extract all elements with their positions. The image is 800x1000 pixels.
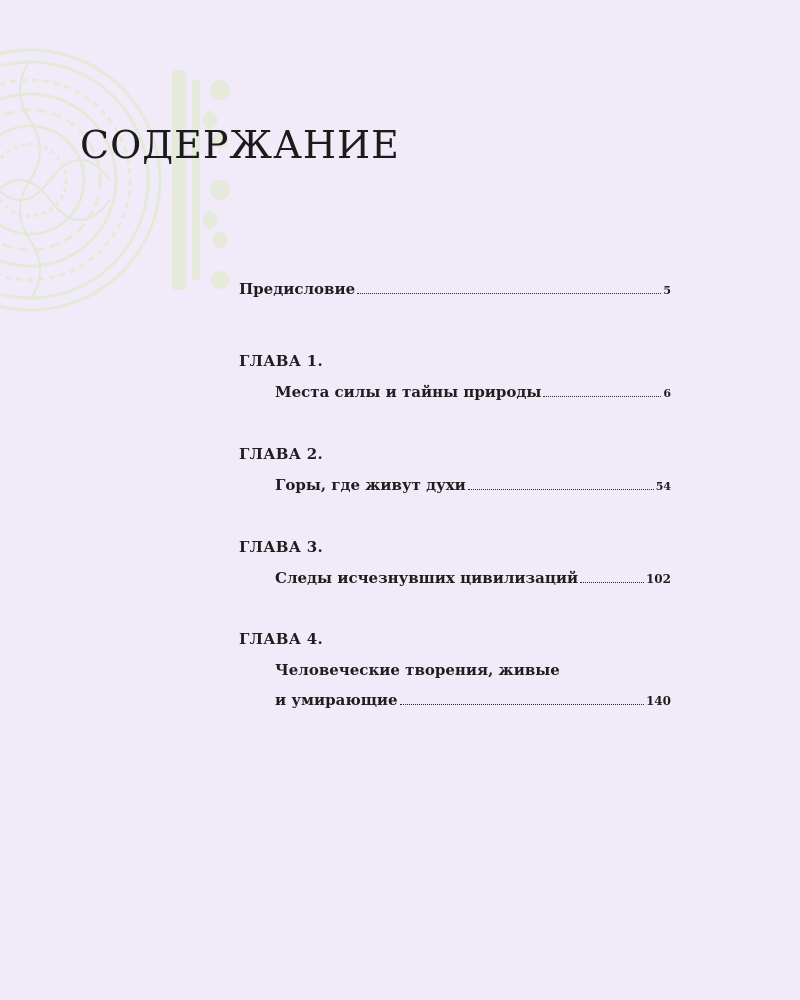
page-title: СОДЕРЖАНИЕ (80, 123, 400, 167)
chapter-page-number: 140 (645, 694, 671, 708)
toc-entry-chapter-1[interactable] (275, 381, 671, 405)
chapter-4 (239, 628, 671, 712)
table-of-contents (239, 278, 671, 750)
chapter-label: ГЛАВА 2. (239, 445, 324, 463)
chapter-title: и умирающие (275, 691, 398, 709)
toc-entry-preface[interactable] (239, 278, 671, 302)
dot-leader (580, 582, 644, 583)
chapter-title-first-line: Человеческие творения, живые (275, 661, 560, 679)
chapter-label: ГЛАВА 3. (239, 538, 324, 556)
chapter-2 (239, 443, 671, 498)
chapter-1 (239, 350, 671, 405)
chapter-page-number: 6 (663, 387, 671, 400)
chapter-title: Места силы и тайны природы (275, 383, 542, 401)
toc-entry-chapter-3[interactable] (275, 567, 671, 590)
chapter-label: ГЛАВА 4. (239, 630, 324, 648)
dot-leader (543, 396, 661, 397)
toc-entry-chapter-2[interactable] (275, 474, 671, 498)
dot-leader (400, 704, 644, 705)
dot-leader (357, 293, 661, 294)
preface-page-number: 5 (663, 284, 671, 297)
chapter-label: ГЛАВА 1. (239, 352, 324, 370)
chapter-3 (239, 536, 671, 590)
dot-leader (468, 489, 654, 490)
preface-title: Предисловие (239, 280, 356, 298)
chapter-title: Горы, где живут духи (275, 476, 466, 494)
chapter-page-number: 102 (645, 572, 671, 586)
chapter-page-number: 54 (655, 480, 671, 493)
chapter-title: Следы исчезнувших цивилизаций (275, 569, 579, 587)
toc-entry-chapter-4[interactable] (275, 659, 671, 712)
decorative-mandala-ornament-icon (0, 30, 250, 350)
